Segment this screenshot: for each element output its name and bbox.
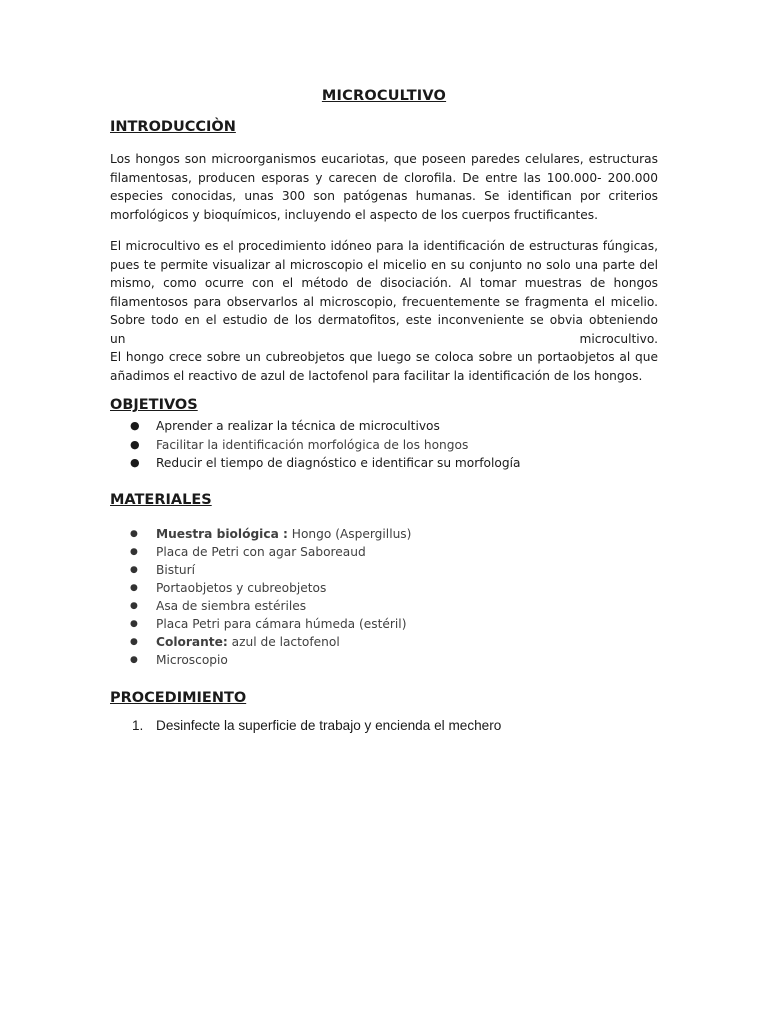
text-line: especies conocidas, unas 300 son patógenas humanas. Se identifican por criterios (110, 189, 658, 203)
list-item-label: Muestra biológica : (156, 527, 288, 541)
list-item-label: Colorante: (156, 635, 228, 649)
text-line: Sobre todo en el estudio de los dermatofitos, este inconveniente se obvia obteniendo (110, 313, 658, 327)
list-item-text: Microscopio (156, 653, 228, 667)
bullet-icon: ● (130, 437, 140, 451)
materiales-heading: MATERIALES (110, 492, 212, 508)
text-line: añadimos el reactivo de azul de lactofenol para facilitar la identificación de los hongos. (110, 368, 643, 383)
text-line: filamentosos para observarlos al microscopio, frecuentemente se fragmenta el micelio. (110, 294, 658, 309)
text-line: mismo, como ocurre con el método de disociación. Al tomar muestras de hongos (110, 276, 658, 290)
intro-paragraph-1 (110, 150, 658, 224)
list-item-text: azul de lactofenol (227, 635, 340, 649)
objetivos-list (110, 417, 670, 473)
step-text: Desinfecte la superficie de trabajo y encienda el mechero (156, 718, 502, 733)
list-item-text: Aprender a realizar la técnica de microcultivos (156, 419, 440, 433)
procedimiento-heading: PROCEDIMIENTO (110, 690, 247, 706)
bullet-icon: ● (130, 565, 138, 575)
text-line: filamentosas, producen esporas y carecen de clorofila. De entre las 100.000- 200.000 (110, 170, 658, 185)
list-item (110, 436, 670, 455)
intro-paragraph-2 (110, 237, 658, 385)
bullet-icon: ● (130, 547, 138, 557)
bullet-icon: ● (130, 419, 140, 432)
list-item-text: Placa Petri para cámara húmeda (estéril) (156, 617, 407, 631)
text-line: El microcultivo es el procedimiento idóneo para la identificación de estructuras fúngicas, (110, 239, 658, 253)
list-item (110, 615, 670, 633)
list-item (110, 454, 670, 473)
text-line: pues te permite visualizar al microscopio el micelio en su conjunto no solo una parte del (110, 257, 658, 272)
bullet-icon: ● (130, 637, 138, 647)
bullet-icon: ● (130, 619, 138, 629)
list-item (110, 651, 670, 669)
step-number: 1. (132, 718, 144, 733)
list-item-text: Asa de siembra estériles (156, 599, 307, 613)
list-item-text: Placa de Petri con agar Saboreaud (156, 545, 366, 559)
list-item-text: Bisturí (156, 563, 195, 577)
list-item (110, 597, 670, 615)
text-line: El hongo crece sobre un cubreobjetos que luego se coloca sobre un portaobjetos al que (110, 350, 658, 364)
bullet-icon: ● (130, 456, 140, 469)
list-item-text: Reducir el tiempo de diagnóstico e identificar su morfología (156, 456, 521, 470)
bullet-icon: ● (130, 583, 138, 593)
list-item (110, 417, 670, 436)
text-line-split (110, 330, 658, 349)
document-title: MICROCULTIVO (321, 88, 447, 104)
list-item (110, 525, 670, 543)
list-item (110, 561, 670, 579)
materiales-list (110, 525, 670, 669)
list-item-text: Portaobjetos y cubreobjetos (156, 581, 327, 595)
text-fragment: microcultivo. (579, 331, 658, 346)
text-fragment: un (110, 331, 126, 346)
bullet-icon: ● (130, 601, 138, 611)
list-item (110, 579, 670, 597)
list-item (110, 633, 670, 651)
introduccion-heading: INTRODUCCIÒN (110, 119, 236, 135)
text-line: Los hongos son microorganismos eucariotas, que poseen paredes celulares, estructuras (110, 152, 658, 166)
list-item (110, 543, 670, 561)
list-item-text: Hongo (Aspergillus) (287, 527, 412, 541)
list-item-text: Facilitar la identificación morfológica de los hongos (156, 437, 469, 452)
bullet-icon: ● (130, 529, 138, 539)
bullet-icon: ● (130, 655, 138, 665)
procedimiento-step (132, 718, 501, 733)
text-line: morfológicos y bioquímicos, incluyendo el aspecto de los cuerpos fructificantes. (110, 207, 598, 222)
objetivos-heading: OBJETIVOS (110, 397, 198, 413)
